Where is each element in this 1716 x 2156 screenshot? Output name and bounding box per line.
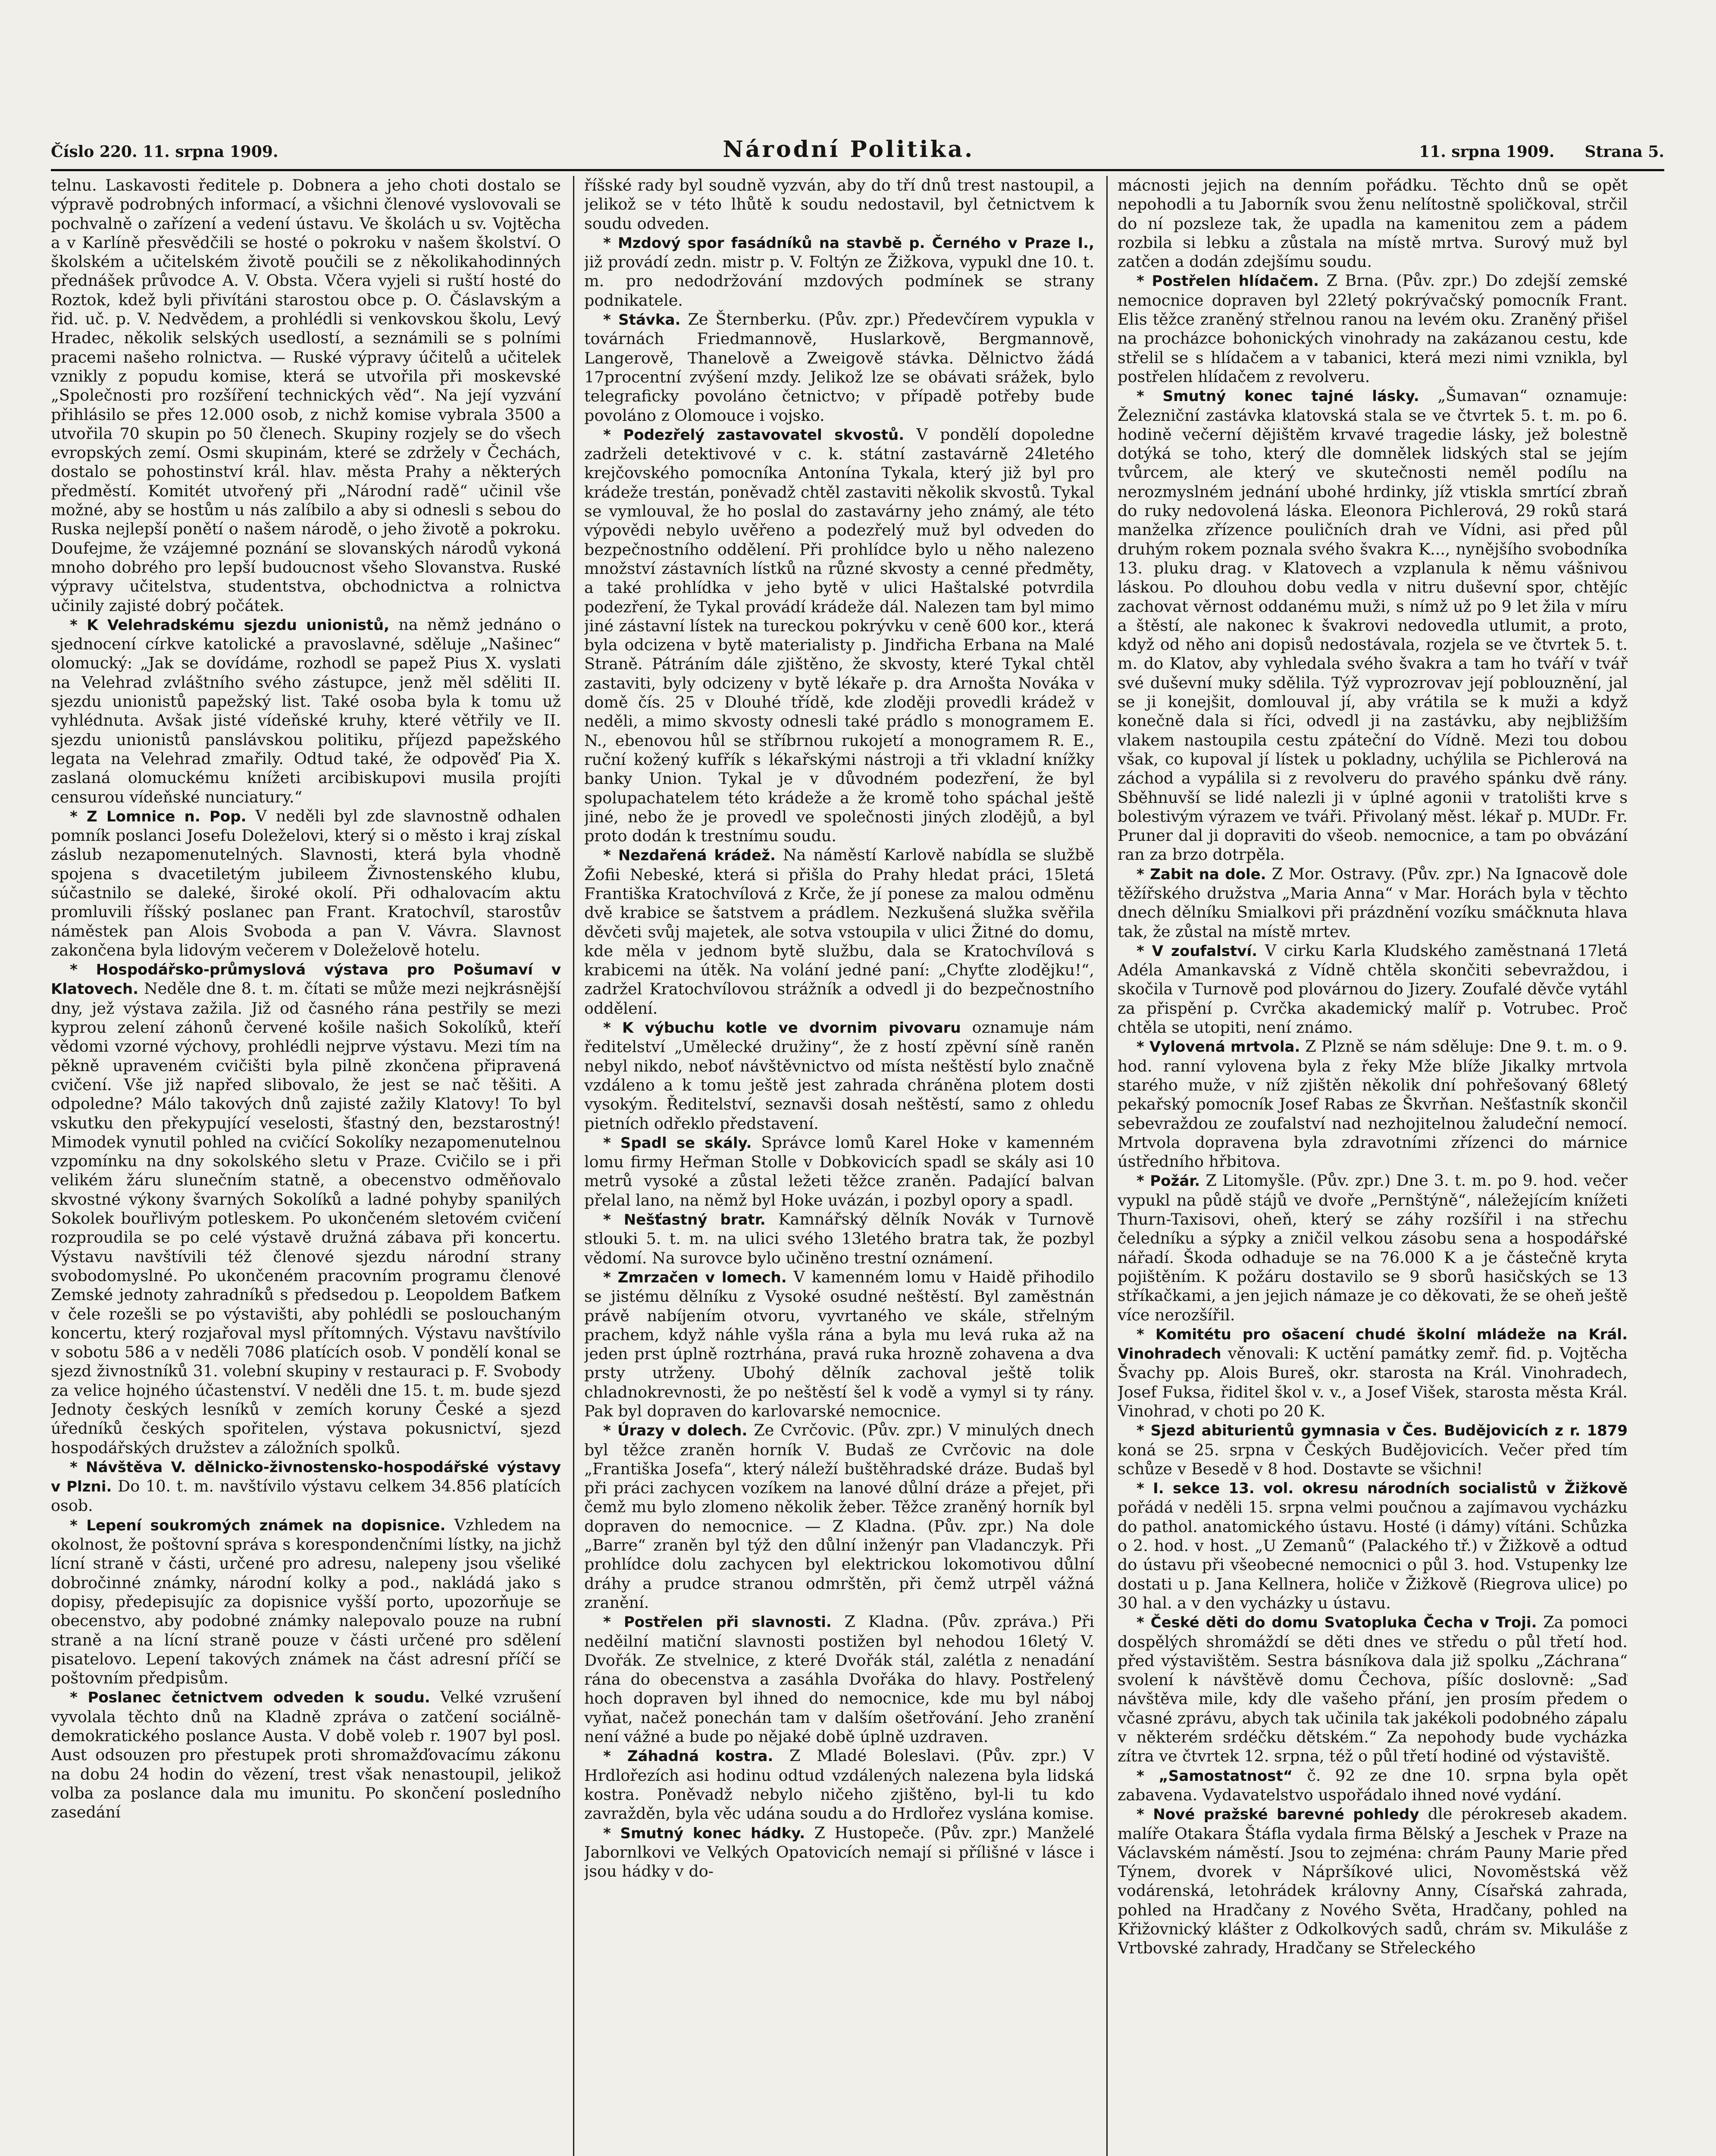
- article-heading: * V zoufalství.: [1137, 942, 1258, 960]
- article-text: na němž jednáno o sjednocení církve katolické a pravoslavné, sděluje „Našinec“ olomucký: „Jak se dovídáme, rozhodl se papež Pius X. vyslati na Velehrad zvláštního svého zástupce, jenž měl sděliti II. sjezdu unionistů papežský list. Také osoba byla k tomu už vyhlédnuta. Avšak jisté vídeňské kruhy, které větřily ve II. sjezdu unionistů panslávskou politiku, příjezd papežského legata na Velehrad zmařily. Odtud také, že odpověď Pia X. zaslaná olomuckému knížeti arcibiskupovi musila projíti censurou vídeňské nunciatury.“: [51, 615, 561, 806]
- article-text: V kamenném lomu v Haidě přihodilo se jistému dělníku z Vysoké osudné neštěstí. Byl zaměstnán právě nabíjením otvoru, vyvrtaného ve skále, střelným prachem, když náhle vyšla rána a byla mu levá ruka až na jeden prst úplně roztrhána, pravá ruka hrozně zohavena a dva prsty utrženy. Ubohý dělník zachoval ještě tolik chladnokrevnosti, že po neštěstí šel k vodě a vymyl si ty rány. Pak byl dopraven do karlovarské nemocnice.: [584, 1267, 1094, 1420]
- article-text: věnovali: K uctění památky zemř. fid. p. Vojtěcha Švachy pp. Alois Bureš, okr. starosta na Král. Vinohradech, Josef Fuksa, řiditel škol v. v., a Josef Višek, starosta města Král. Vinohrad, v choti po 20 K.: [1118, 1344, 1628, 1420]
- article-heading: * České děti do domu Svatopluka Čecha v Troji.: [1137, 1614, 1537, 1632]
- article-paragraph: [1118, 1479, 1628, 1613]
- article-paragraph: [51, 1457, 561, 1516]
- article-paragraph: [51, 960, 561, 1457]
- article-heading: * Komitétu pro ošacení chudé školní mládeže na Král. Vinohradech: [1118, 1326, 1628, 1363]
- article-heading: * Hospodářsko-průmyslová výstava pro Pošumaví v Klatovech.: [51, 961, 561, 998]
- article-heading: * Úrazy v dolech.: [603, 1422, 748, 1440]
- article-paragraph: [1118, 865, 1628, 941]
- article-paragraph: [584, 425, 1094, 846]
- article-paragraph: [584, 1268, 1094, 1421]
- article-text: Ze Šternberku. (Pův. zpr.) Předevčírem vypukla v továrnách Friedmannově, Huslarkově, Bergmannově, Langerově, Thanelově a Zweigově stávka. Dělnictvo žádá 17procentní zvýšení mzdy. Jelikož lze se obávati srážek, bylo telegraficky povoláno četnictvo; v případě potřeby bude povoláno z Olomouce i vojsko.: [584, 310, 1094, 425]
- issue-number: Číslo 220. 11. srpna 1909.: [51, 143, 279, 161]
- article-text: Z Brna. (Pův. zpr.) Do zdejší zemské nemocnice dopraven byl 22letý pokrývačský pomocník Frant. Elis těžce zraněný střelnou ranou na levém oku. Zraněný přišel na procházce bohonických vinohrady na zakázanou cestu, kde střelil se s hlídačem a v tabanici, která mezi nimi vznikla, byl postřelen hlídačem z revolveru.: [1118, 271, 1628, 386]
- article-paragraph: [1118, 1171, 1628, 1324]
- article-heading: * Podezřelý zastavovatel skvostů.: [603, 426, 905, 444]
- article-text: Do 10. t. m. navštívilo výstavu celkem 34.856 platících osob.: [51, 1477, 561, 1515]
- article-text: V pondělí dopoledne zadrželi detektivové v c. k. státní zastavárně 24letého krejčovského pomocníka Antonína Tykala, který již byl pro krádeže trestán, poněvadž chtěl zastaviti několik skvostů. Tykal se vymlouval, že ho poslal do zastavárny jeho známý, ale této výpovědi nebylo uvěřeno a podezřelý muž byl odveden do bezpečnostního oddělení. Při prohlídce bylo u něho nalezeno množství zástavních lístků na různé skvosty a cenné předměty, a také prohlídka v jeho bytě v ulici Haštalské potvrdila podezření, že Tykal provádí krádeže dál. Nalezen tam byl mimo jiné zástavní lístek na tureckou pokrývku v ceně 600 kor., která byla odcizena v bytě materialisty p. Jindřicha Erbana na Malé Straně. Pátráním dále zjištěno, že skvosty, které Tykal chtěl zastaviti, byly odcizeny v bytě lékaře p. dra Arnošta Nováka v domě čís. 25 v Dlouhé třídě, kde zloději provedli krádež v neděli, a mimo skvosty odnesli také prádlo s monogramem E. N., ebenovou hůl se stříbrnou rukojetí a monogramem R. E., ruční kožený kufřík s lékařskými nástroji a tři vkladní knížky banky Union. Tykal je v důvodném podezření, že byl spolupachatelem této krádeže a že kromě toho spáchal ještě jiné, nebo že je provedl ve společnosti jiných zlodějů, a byl proto dodán k trestnímu soudu.: [584, 425, 1094, 846]
- column-2: [584, 176, 1094, 2156]
- article-heading: * Záhadná kostra.: [603, 1748, 773, 1765]
- article-paragraph: [1118, 1037, 1628, 1171]
- article-heading: * Nové pražské barevné pohledy: [1137, 1806, 1419, 1824]
- article-paragraph: [584, 1018, 1094, 1133]
- article-text: Neděle dne 8. t. m. čítati se může mezi nejkrásnější dny, jež výstava zažila. Již od časného rána pestřily se mezi kyprou zelení záhonů červené košile našich Sokolíků, kteří vědomi vzorné výchovy, prohlédli nejprve výstavu. Mezi tím na pěkně upraveném cvičišti byla pilně zkončena připravená cvičení. Vše již napřed slibovalo, že jest se nač těšiti. A odpoledne? Málo takových dnů zajisté zažily Klatovy! To byl vskutku den překypující veselosti, šťastný den, bezstarostný! Mimodek vynutil pohled na cvičící Sokolíky nezapomenutelnou vzpomínku na dny sokolského sletu v Praze. Cvičilo se i při velikém žáru slunečním statně, a obecenstvo odměňovalo skvostné výkony švarných Sokolíků a ladné pohyby spanilých Sokolek bouřlivým potleskem. Po ukončeném sletovém cvičení rozproudila se po celé výstavě družná zábava při koncertu. Výstavu navštívili též členové sjezdu národní strany svobodomyslné. Po ukončeném pracovním programu členové Zemské jednoty zahradníků s předsedou p. Leopoldem Baťkem v čele rozešli se po výstavišti, aby pohlédli se poslouchaným koncertu, který rozjařoval mysl přítomných. Výstavu navštívilo v sobotu 586 a v neděli 7086 platících osob. V pondělí konal se sjezd živnostníků 31. volební skupiny v restauraci p. F. Svobody za velice hojného účastenství. V neděli dne 15. t. m. bude sjezd Jednoty českých lesníků v zemích koruny České a sjezd úředníků českých spořitelen, výstava pokusnictví, sjezd hospodářských družstev a záložních spolků.: [51, 979, 561, 1457]
- article-text: Správce lomů Karel Hoke v kamenném lomu firmy Heřman Stolle v Dobkovicích spadl se skály asi 10 metrů vysoké a zůstal ležeti těžce zraněn. Padající balvan přelal lano, na němž byl Hoke uvázán, i pozbyl opory a spadl.: [584, 1133, 1094, 1210]
- header-rule: [51, 169, 1664, 171]
- header-right: [1419, 143, 1664, 161]
- article-text: Z Mor. Ostravy. (Pův. zpr.) Na Ignacově dole těžířského družstva „Maria Anna“ v Mar. Horách byla v těchto dnech dělníku Smialkovi při prázdnění vozíku smáčknuta hlava tak, že zůstal na místě mrtev.: [1118, 864, 1628, 941]
- article-paragraph: [584, 176, 1094, 233]
- article-heading: * K výbuchu kotle ve dvornim pivovaru: [603, 1019, 961, 1037]
- article-heading: * Mzdový spor fasádníků na stavbě p. Černého v Praze I.,: [603, 234, 1094, 252]
- article-text: dle pérokreseb akadem. malíře Otakara Štáfla vydala firma Bělský a Jeschek v Praze na Václavském náměstí. Jsou to zejména: chrám Pauny Marie před Týnem, dvorek v Nápršíkové ulici, Novoměstská věž vodárenská, letohrádek královny Anny, Císařská zahrada, pohled na Hradčany z Nového Světa, Hradčany, pohled na Křižovnický klášter z Odkolkových sadů, chrám sv. Mikuláše z Vrtbovské zahrady, Hradčany se Střeleckého: [1118, 1805, 1628, 1958]
- article-paragraph: [51, 615, 561, 807]
- article-text: V cirku Karla Kludského zaměstnaná 17letá Adéla Amankavská z Vídně chtěla skončiti sebevraždou, i skočila v Turnově pod plovárnou do Jizery. Zoufalé děvče vytáhl za přispění p. Cvrčka akademický malíř p. Votrubec. Proč chtěla se utopiti, není známo.: [1118, 941, 1628, 1037]
- article-heading: * I. sekce 13. vol. okresu národních socialistů v Žižkově: [1137, 1480, 1628, 1498]
- article-text: Z Kladna. (Pův. zpráva.) Při neděilní matiční slavnosti postižen byl nehodou 16letý V. Dvořák. Ze stvelnice, z které Dvořák stál, zalétla z nenadání rána do obecenstva a zasáhla Dvořáka do hlavy. Postřelený hoch dopraven byl ihned do nemocnice, kde mu byl náboj vyňat, načež ponechán tam v dalším ošetřování. Jeho zranění není vážné a bude po nějaké době úplně uzdraven.: [584, 1612, 1094, 1746]
- masthead-title: Národní Politika.: [723, 136, 975, 163]
- article-heading: * Vylovená mrtvola.: [1137, 1038, 1300, 1056]
- article-heading: * Zabit na dole.: [1137, 865, 1266, 883]
- article-paragraph: [584, 1612, 1094, 1746]
- article-paragraph: [51, 1688, 561, 1822]
- article-heading: * Zmrzačen v lomech.: [603, 1269, 787, 1286]
- article-text: V neděli byl zde slavnostně odhalen pomník poslanci Josefu Doleželovi, který si o město i kraj získal záslub nezapomenutelných. Slavnosti, která byla vhodně spojena s dvacetiletým jubileem Živnostenského klubu, súčastnilo se daleké, široké okolí. Při odhalovacím aktu promluvili říšský poslanec pan Frant. Kratochvíl, starostův náměstek pan Alois Svoboda a pan V. Vávra. Slavnost zakončena byla lidovým večerem v Doleželově hotelu.: [51, 806, 561, 959]
- article-text: Vzhledem na okolnost, že poštovní správa s korespondenčními lístky, na jichž lícní straně v části, určené pro adresu, nalepeny jsou všeliké dobročinné známky, národní kolky a pod., nakládá jako s dopisy, předepisujíc za dopisnice vyšší porto, upozorňuje se obecenstvo, aby podobné známky nalepovalo pouze na rubní straně a na lícní straně pouze v části určené pro sdělení pisatelovo. Lepení takových známek na část adresní příčí se poštovním předpisům.: [51, 1515, 561, 1688]
- article-paragraph: [51, 807, 561, 960]
- article-heading: * Z Lomnice n. Pop.: [70, 808, 247, 825]
- article-text: č. 92 ze dne 10. srpna byla opět zabavena. Vydavatelstvo uspořádalo ihned nové vydání.: [1118, 1766, 1628, 1804]
- article-paragraph: [584, 310, 1094, 425]
- article-heading: * Postřelen hlídačem.: [1137, 273, 1319, 290]
- article-heading: * Spadl se skály.: [603, 1134, 752, 1152]
- article-text: Za pomoci dospělých shromáždí se děti dnes ve středu o půl třetí hod. před výstavištěm. Sestra básníkova dala již spolku „Záchrana“ svolení k návštěvě domu Čechova, píšíc doslovně: „Saď návštěva mile, kdy dle vašeho přání, jen prosím předem o včasné zprávu, abych tak učinila tak jakékoli podobného zápalu v některém srdéčku dětském.“ Za nepohody bude vycházka zítra ve čtvrtek 12. srpna, též o půl třetí hodiné od výstaviště.: [1118, 1613, 1628, 1766]
- article-text: „Šumavan“ oznamuje: Železniční zastávka klatovská stala se ve čtvrtek 5. t. m. po 6. hodině večerní dějištěm krvavé tragedie lásky, jež bolestně dotýká se toho, který dle domnělek lidských stal se jejím tvůrcem, ale který ve skutečnosti neměl podílu na nerozmyslném jednání ubohé hrdinky, jíž vtiskla smrtící zbraň do ruky nedovolená láska. Eleonora Pichlerová, 29 roků stará manželka zřízence pouličních drah ve Vídni, asi před půl druhým rokem poznala svého švakra K..., nynějšího svobodníka 13. pluku drag. v Klatovech a vzplanula k němu vášnivou láskou. Po dlouhou dobu vedla v nitru duševní spor, chtějíc zachovat věrnost oddanému muži, s nímž už po 9 let žila v míru a štěstí, ale nakonec k švakrovi nedovedla utlumit, a proto, když od něho ani dopisů nedostávala, rozjela se ve čtvrtek 5. t. m. do Klatov, aby vyhledala svého švakra a tam ho tváří v tvář své duševní muky sdělila. Týž vyprozrovav její poblouznění, jal se ji konejšit, domlouval jí, aby vrátila se k muži a když konečně dala si říci, odvedl ji na zastávku, aby nejbližším vlakem nastoupila cestu zpáteční do Vídně. Mezi tou dobou však, co kupoval jí lístek u pokladny, uchýlila se Pichlerová na záchod a vypálila si z revolveru do pravého spánku dvě rány. Sběhnuvší se lidé nalezli ji v úplné agonii v tratolišti krve s bolestivým výrazem ve tváři. Přivolaný měst. lékař p. MUDr. Fr. Pruner dal ji dopraviti do všeob. nemocnice, a tam po obvázání ran za brzo dotrpěla.: [1118, 386, 1628, 864]
- article-heading: * Nezdařená krádež.: [603, 847, 776, 865]
- article-paragraph: [1118, 176, 1628, 271]
- article-text: Velké vzrušení vyvolala těchto dnů na Kladně zpráva o zatčení sociálně-demokratického poslance Austa. V době voleb r. 1907 byl posl. Aust odsouzen pro přestupek proti shromažďovacímu zákonu na dobu 24 hodin do vězení, trest však nenastoupil, jelikož volba za poslance dala mu imunitu. Po skončení posledního zasedání: [51, 1688, 561, 1822]
- article-paragraph: [1118, 1805, 1628, 1958]
- article-text: Kamnářský dělník Novák v Turnově stlouki 5. t. m. na ulici svého 13letého bratra tak, že pozbyl vědomí. Na surovce bylo učiněno trestní oznámení.: [584, 1210, 1094, 1267]
- article-paragraph: [584, 233, 1094, 310]
- page-number: Strana 5.: [1584, 143, 1664, 161]
- article-heading: * „Samostatnost“: [1137, 1767, 1293, 1785]
- article-paragraph: [51, 1516, 561, 1688]
- article-text: oznamuje nám ředitelství „Umělecké družiny“, že z hostí zpěvní síně raněn nebyl nikdo, neboť návštěvnictvo od místa neštěstí bylo značně vzdáleno a k tomu ještě jest zahrada chráněna plotem dosti vysokým. Ředitelství, seznavši dosah neštěstí, samo z ohledu pietních odřeklo představení.: [584, 1018, 1094, 1133]
- header-date: 11. srpna 1909.: [1419, 143, 1555, 161]
- article-text: mácnosti jejich na denním pořádku. Těchto dnů se opět nepohodli a tu Jaborník svou ženu nelítostně spoličkoval, strčil do ní pozsleze tak, že upadla na kamenitou zem a pádem rozbila si lebku a zůstala na místě mrtva. Surový muž byl zatčen a dodán zdejšímu soudu.: [1118, 176, 1628, 271]
- article-text: Z Plzně se nám sděluje: Dne 9. t. m. o 9. hod. ranní vylovena byla z řeky Mže blíže Jikalky mrtvola starého muže, v níž zjištěn několik dní pohřešovaný 68letý pekařský pomocník Josef Rabas ze Škvrňan. Nešťastník skončil sebevraždou ze zoufalství nad nezhojitelnou žaludeční nemocí. Mrtvola dopravena byla zdravotními zřízenci do márnice ústředního hřbitova.: [1118, 1037, 1628, 1171]
- article-paragraph: [1118, 271, 1628, 386]
- article-heading: * Smutný konec hádky.: [603, 1824, 805, 1842]
- column-divider: [1106, 176, 1108, 2156]
- article-paragraph: [584, 1824, 1094, 1881]
- article-heading: * Stávka.: [603, 311, 681, 329]
- article-text: pořádá v neděli 15. srpna velmi poučnou a zajímavou vycházku do pathol. anatomického ústavu. Hosté (i dámy) vítáni. Schůzka o 2. hod. v host. „U Zemanů“ (Palackého tř.) v Žižkově a odtud do ústavu při všeobecné nemocnici o půl 3. hod. Vstupenky lze dostati u p. Jana Kellnera, holiče v Žižkově (Riegrova ulice) po 30 hal. a v den vycházky u ústavu.: [1118, 1498, 1628, 1612]
- article-paragraph: [1118, 941, 1628, 1037]
- article-paragraph: [1118, 1421, 1628, 1479]
- article-paragraph: [584, 1421, 1094, 1612]
- article-text: Z Mladé Boleslavi. (Pův. zpr.) V Hrdlořezích asi hodinu odtud vzdálených nalezena byla lidská kostra. Poněvadž nebylo ničeho zjištěno, byl-li tu kdo zavražděn, byla věc udána soudu a do Hrdlořez vyslána komise.: [584, 1746, 1094, 1823]
- article-text: již provádí zedn. mistr p. V. Foltýn ze Žižkova, vypukl dne 10. t. m. pro nedodržování mzdových podmínek se strany podnikatele.: [584, 253, 1094, 310]
- article-text: Z Litomyšle. (Pův. zpr.) Dne 3. t. m. po 9. hod. večer vypukl na půdě stájů ve dvoře „Pernštýně“, náležejícím knížeti Thurn-Taxisovi, oheň, který se záhy rozšířil i na střechu čeledníku a sýpky a zničil velkou zásobu sena a hospodářské nářadí. Škoda odhaduje se na 76.000 K a je částečně kryta pojištěním. K požáru dostavilo se 9 sborů hasičských se 13 stříkačkami, a jen jejich námaze je co děkovati, že se oheň ještě více nerozšířil.: [1118, 1171, 1628, 1324]
- article-text: Ze Cvrčovic. (Pův. zpr.) V minulých dnech byl těžce zraněn horník V. Budaš ze Cvrčovic na dole „Františka Josefa“, který náleží buštěhradské dráze. Budaš byl při práci zachycen vozíkem na lanové důlní dráze a přejet, při čemž mu bylo zlomeno několik žeber. Těžce zraněný horník byl dopraven do nemocnice. — Z Kladna. (Pův. zpr.) Na dole „Barre“ zraněn byl týž den důlní inženýr pan Vladanczyk. Při prohlídce dolu zachycen byl elektrickou lokomotivou důlní dráhy a prudce stranou odmrštěn, při čemž utrpěl vážná zranění.: [584, 1421, 1094, 1612]
- article-text: Na náměstí Karlově nabídla se službě Žofii Nebeské, která si přišla do Prahy hledat práci, 15letá Františka Kratochvílová z Krče, že jí ponese za malou odměnu dvě krabice se šatstvem a prádlem. Nezkušená služka svěřila děvčeti svůj majetek, ale sotva vstoupila v ulici Žitné do domu, kde měla v jednom bytě službu, dala se Kratochvílová s krabicemi na útěk. Na volání jedné paní: „Chyťte zlodějku!“, zadržel Kratochvílovou strážník a odvedl ji do bezpečnostního oddělení.: [584, 846, 1094, 1018]
- article-paragraph: [584, 846, 1094, 1018]
- article-paragraph: [1118, 1613, 1628, 1766]
- column-1: [51, 176, 561, 2156]
- article-paragraph: [584, 1746, 1094, 1823]
- article-text: říšské rady byl soudně vyzván, aby do tří dnů trest nastoupil, a jelikož se v této lhůtě k soudu nedostavil, byl četnictvem k soudu odveden.: [584, 176, 1094, 233]
- page-header: [51, 136, 1664, 162]
- column-3: [1118, 176, 1628, 2156]
- article-heading: * Postřelen při slavnosti.: [603, 1614, 832, 1631]
- column-divider: [573, 176, 574, 2156]
- article-paragraph: [584, 1210, 1094, 1268]
- article-paragraph: [1118, 1325, 1628, 1421]
- article-text: telnu. Laskavosti ředitele p. Dobnera a jeho choti dostalo se výpravě podrobných informací, a všichni členové vyslovovali se pochvalně o zařízení a vedení ústavu. Ve školách u sv. Vojtěcha a v Karlíně přesvědčili se hosté o pokroku v našem školství. O školském a učitelském životě poučili se z několikahodinných přednášek průvodce A. V. Obsta. Včera vyjeli si ruští hosté do Roztok, kdež byli přivítáni starostou obce p. O. Čáslavským a řid. uč. p. V. Nedvědem, a prohlédli si venkovskou školu, Levý Hradec, několik selských usedlostí, a seznámili se s polními pracemi našeho rolnictva. — Ruské výpravy účitelů a učitelek vznikly z popudu komise, která se utvořila při moskevské „Společnosti pro rozšíření technických věd“. Na její vyzvání přihlásilo se přes 12.000 osob, z nichž komise vybrala 3500 a utvořila 70 skupin po 50 členech. Skupiny rozjely se do všech evropských zemí. Osmi skupinám, které se zdržely v Čechách, dostalo se pohostinství král. hlav. města Prahy a některých předměstí. Komitét utvořený při „Národní radě“ učinil vše možné, aby se hostům u nás zalíbilo a aby si odnesli s sebou do Ruska nejlepší ponětí o našem národě, o jeho životě a pokroku. Doufejme, že vzájemné poznání se slovanských národů vykoná mnoho dobrého pro lepší budoucnost všeho Slovanstva. Ruské výpravy učitelstva, studentstva, obchodnictva a rolnictva učinily zajisté dobrý počátek.: [51, 176, 561, 615]
- article-heading: * Smutný konec tajné lásky.: [1137, 388, 1419, 405]
- article-heading: * Požár.: [1137, 1172, 1200, 1190]
- article-paragraph: [1118, 386, 1628, 864]
- article-paragraph: [51, 176, 561, 615]
- article-heading: * Návštěva V. dělnicko-živnostensko-hospodářské výstavy v Plzni.: [51, 1458, 561, 1496]
- article-text: koná se 25. srpna v Českých Budějovicích. Večer před tím schůze v Besedě v 8 hod. Dostavte se všichni!: [1118, 1440, 1628, 1478]
- article-text: Z Hustopeče. (Pův. zpr.) Manželé Jabornlkovi ve Velkých Opatovicích nemají si přílišné v lásce i jsou hádky v do-: [584, 1823, 1094, 1881]
- article-heading: * K Velehradskému sjezdu unionistů,: [70, 616, 390, 634]
- article-paragraph: [1118, 1766, 1628, 1805]
- article-heading: * Poslanec četnictvem odveden k soudu.: [70, 1689, 430, 1707]
- article-heading: * Nešťastný bratr.: [603, 1211, 766, 1229]
- article-paragraph: [584, 1133, 1094, 1210]
- article-heading: * Lepení soukromých známek na dopisnice.: [70, 1517, 446, 1534]
- article-heading: * Sjezd abiturientů gymnasia v Čes. Budějovicích z r. 1879: [1137, 1422, 1628, 1440]
